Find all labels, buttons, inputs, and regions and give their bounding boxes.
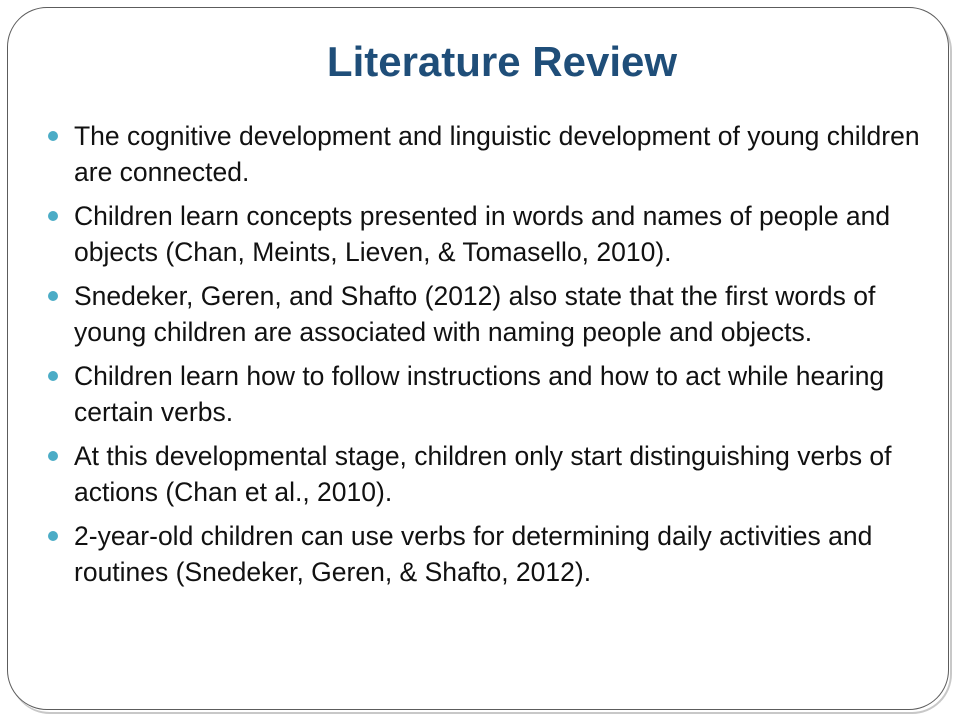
bullet-dot-icon [48, 451, 58, 461]
bullet-text: At this developmental stage, children only start distinguishing verbs of actions (Chan et al., 2010). [74, 441, 892, 507]
bullet-item [48, 279, 928, 350]
bullet-item [48, 439, 928, 510]
bullet-text: The cognitive development and linguistic development of young children are connected. [74, 121, 920, 187]
bullet-item [48, 119, 928, 190]
bullet-dot-icon [48, 131, 58, 141]
bullet-text: Snedeker, Geren, and Shafto (2012) also state that the first words of young children are associated with naming people and objects. [74, 281, 876, 347]
bullet-item [48, 199, 928, 270]
bullet-item [48, 359, 928, 430]
bullet-dot-icon [48, 291, 58, 301]
bullet-text: Children learn how to follow instructions and how to act while hearing certain verbs. [74, 361, 885, 427]
bullet-list [48, 119, 928, 599]
bullet-dot-icon [48, 371, 58, 381]
slide-title: Literature Review [326, 38, 678, 85]
bullet-dot-icon [48, 211, 58, 221]
bullet-text: Children learn concepts presented in words and names of people and objects (Chan, Meints, Lieven, & Tomasello, 2010). [74, 201, 891, 267]
bullet-item [48, 519, 928, 590]
bullet-dot-icon [48, 531, 58, 541]
bullet-text: 2-year-old children can use verbs for determining daily activities and routines (Snedeker, Geren, & Shafto, 2012). [74, 521, 873, 587]
